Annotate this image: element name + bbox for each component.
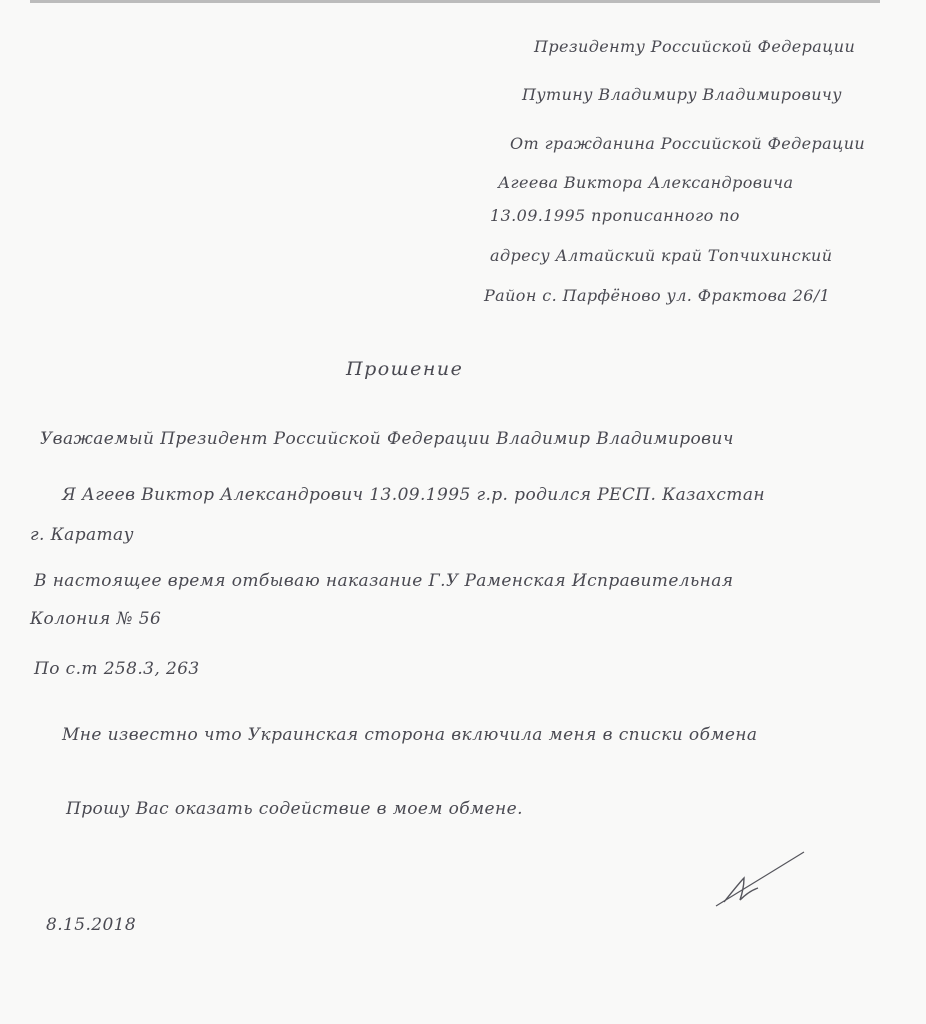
sender-line-3: 13.09.1995 прописанного по [490, 206, 740, 225]
sender-line-2: Агеева Виктора Александровича [498, 173, 794, 192]
page-top-edge [30, 0, 880, 3]
addressee-line-1: Президенту Российской Федерации [534, 37, 856, 56]
paragraph-5-line: Прошу Вас оказать содействие в моем обмене. [66, 799, 523, 819]
paragraph-2-line-1: В настоящее время отбываю наказание Г.У Раменская Исправительная [34, 571, 734, 591]
paragraph-1-line-2: г. Каратау [30, 525, 134, 545]
sender-line-5: Район с. Парфёново ул. Фрактова 26/1 [484, 286, 831, 305]
sender-line-1: От гражданина Российской Федерации [510, 134, 866, 153]
greeting-line: Уважаемый Президент Российской Федерации Владимир Владимирович [40, 429, 734, 449]
paragraph-1-line-1: Я Агеев Виктор Александрович 13.09.1995 г.р. родился РЕСП. Казахстан [62, 485, 765, 505]
addressee-line-2: Путину Владимиру Владимировичу [522, 85, 842, 104]
signature-mark [714, 848, 810, 912]
paragraph-4-line: Мне известно что Украинская сторона включила меня в списки обмена [62, 725, 758, 745]
paragraph-2-line-2: Колония № 56 [30, 609, 162, 629]
sender-line-4: адресу Алтайский край Топчихинский [490, 246, 833, 265]
paragraph-3-line: По с.т 258.3, 263 [34, 659, 200, 679]
date-line: 8.15.2018 [46, 915, 137, 935]
signature-stroke-long [716, 852, 804, 906]
document-title: Прошение [346, 358, 464, 380]
